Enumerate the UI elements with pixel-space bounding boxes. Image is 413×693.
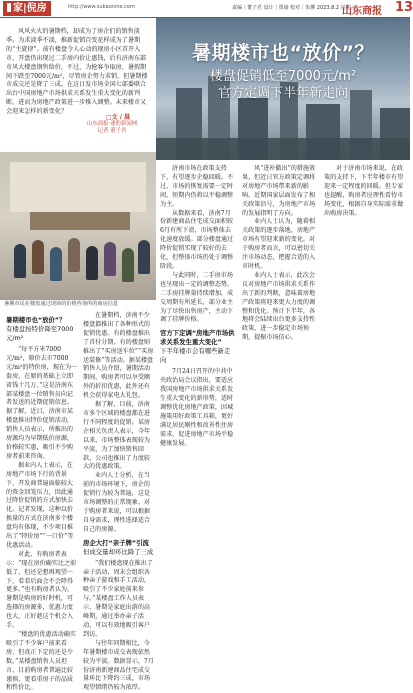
editor-credits: 责编｜董子君 设计｜贾瑜 校对｜朱柳 2023.8.2 星期三	[232, 5, 356, 11]
paragraph: “我们楼盘现在推出了亲子活动，周末会组织各种亲子游戏和手工活动，吸引了不少家庭前来参与。”某楼盘工作人员表示，暑期是家庭出游的高峰期，通过举办亲子活动，可以有效地吸引客户到访。	[83, 559, 153, 638]
paragraph: 业内人士表示，此次会议对房地产市场供求关系作出了新的判断，意味着房地产政策将迎来更大力度的调整和优化。预计下半年，各地将会陆续出台更多支持性政策，进一步稳定市场预期，提振市场信心。	[242, 271, 316, 342]
author-credit	[72, 121, 152, 135]
photo-person	[68, 238, 80, 272]
article-column-middle	[83, 312, 155, 692]
main-headline: 暑期楼市也“放价”？	[192, 42, 374, 64]
sub-headline-line-1: 楼盘促销低至7000元/m²	[209, 69, 357, 84]
subhead-line-2: 有楼盘按特价降至7000元/m²	[6, 325, 74, 342]
photo-person	[14, 244, 26, 278]
website-url[interactable]: http://www.subaonine.com	[68, 4, 135, 10]
paragraph: 7月24日召开的中共中央政治局会议指出，要适应我国房地产市场供求关系发生重大变化的新形势，适时调整优化房地产政策，因城施策用好政策工具箱，更好满足居民刚性和改善性住房需求，促进房地产市场平稳健康发展。	[160, 368, 234, 447]
section-subhead	[83, 539, 155, 557]
paragraph: 济南市场在政策支持下，有望逐步企稳回暖。不过，市场的恢复需要一定时间，短期内仍将以平稳调整为主。	[160, 165, 234, 208]
photo-person	[50, 247, 62, 281]
author-name: 记者 董子君	[97, 128, 127, 134]
paragraph: 在暑期档，济南不少楼盘都推出了各种形式的促销优惠。有的楼盘推出了首付分期，有的楼盘则推出了“买房送车位”“买房送装修”等活动。据某楼盘销售人员介绍，暑期活动期间，购房者可以享受额外的折扣优惠，此外还有机会获得家电大礼包。	[83, 312, 154, 400]
paragraph: 业内人士分析，在当前的市场环境下，房企的促销行为较为普遍，这是市场调整的正常现象。对于购房者来说，可以根据自身需求，理性选择适合自己的房源。	[83, 472, 151, 533]
paragraph: 从数据来看，济南7月份新建商品住宅成交面积较6月有所下滑，市场整体去化速度放缓。部分楼盘通过降价促销实现了较好的去化，但整体市场仍处于调整阶段。	[160, 209, 234, 270]
hero-ground	[156, 138, 410, 160]
subhead-line-2: 下半年楼市会有哪些新走向	[160, 347, 231, 365]
column-logo	[3, 1, 51, 16]
masthead	[0, 0, 413, 18]
news-photo	[0, 152, 156, 300]
photo-person	[138, 240, 150, 274]
subhead-line-2: 但成交量却环比降了三成	[83, 547, 154, 556]
section-subhead	[160, 329, 236, 365]
article-column-left	[6, 312, 78, 692]
subhead-line-1: 房企大打“亲子牌”引流	[83, 538, 149, 547]
paragraph: “每平方米7000元/m²，原价去市7000元/m²的特价房，现在为一套房，在原的基础上立即省钱十几万。”这是济南东部某楼盘一位销售员向记者发送的近期促销信息。据了解，近日，济南市某楼盘推出特价促销活动，销售人员表示，所推出的房源均为早期低价房源，价格较实惠，吸引不少购房者前来咨询。	[6, 346, 78, 460]
photo-person	[32, 240, 44, 274]
paragraph: 据了解，目前，济南市多个区域的楼盘都在进行不同程度的促销。某房企相关负责人表示，今年以来，市场整体表现较为平淡，为了加快销售回款，公司也推出了力度较大的优惠政策。	[83, 401, 151, 471]
byline: □文 / 晨	[106, 114, 131, 121]
photo-person	[86, 246, 98, 280]
column-mark-icon	[7, 3, 11, 12]
photo-person	[104, 242, 116, 276]
paragraph: 与此同时，二手房市场也呈现出一定的调整态势。二手房挂牌量持续增加，成交周期有所延长，部分业主为了尽快出售房产，主动下调了挂牌价格。	[160, 271, 234, 324]
section-subhead	[6, 316, 78, 343]
subhead-line-1: 暑期楼市也“放价”？	[6, 316, 66, 324]
photo-display-board	[10, 162, 146, 212]
subhead-line-1: 官方下定调“房地产市场供求关系发生重大变化”	[160, 329, 235, 347]
photo-counter	[30, 212, 130, 230]
author-outlet: 山东商报·速豹新闻网	[86, 121, 138, 127]
article-column-center-right	[160, 165, 236, 600]
paragraph: 风“进补撤出”的措施效果，但近日官方政策定调将对房地产市场带来新的影响。近期国家层面发布了相关政策信号，为房地产市场的发展指明了方向。	[242, 165, 316, 217]
paragraph: “楼盘的优惠活动确实吸引了不少客户前来看房，但真正下定的还是少数。”某楼盘销售人员坦言，目前购房者普遍比较谨慎，更看重房子的品质和性价比。	[6, 631, 76, 692]
paragraph: 对于济南市场来说，在政策的支持下，下半年楼市有望迎来一定程度的回暖。但专家也提醒，购房者应理性看待市场变化，根据自身实际需求做出购房决策。	[324, 165, 404, 217]
paragraph: 与往年同期相比，今年暑期楼市成交表现依然较为平淡。数据显示，7月份济南新建商品住宅成交量环比下降约三成，市场观望情绪仍较为浓厚。	[83, 639, 154, 692]
paragraph: 据业内人士表示，在房地产市场下行的背景下，开发商普遍面临较大的资金回笼压力，因此通过降价促销的方式加快去化。记者发现，这种以价换量的方式在济南多个楼盘均有体现，不少项目推出了“特价房”“一口价”等优惠活动。	[6, 461, 74, 549]
lead-paragraph: 风风火火的暑期档，却成为了房企们的销售淡季。为求淡季不淡，推新促销百变花样成为了暑期的“主旋律”。前有楼盘令人心动的现房小区首开入市，开盘仍出现过二手房内价让惠钱，后有济南东部市风大楼盘钢售给价，不过，为抢客争取房，暑假期间下跌至7000元/m²，尽管房企努力求销，但暑期楼市成交还是降了三成。在这日发市场全国七部委联合出台中国房地产市场供求关系发生重大变化的新判断，进而为房地产政策进一步推入调整。未来楼市又会迎来怎样的新变化？	[6, 28, 148, 116]
photo-person	[122, 248, 134, 282]
photo-caption: 暑期市民在楼盘通过现场的价格咨询所的商房信息	[4, 301, 119, 307]
sub-headline-line-2: 官方定调下半年新走向	[217, 86, 348, 101]
article-column-far-right	[324, 165, 406, 600]
sub-headline	[156, 68, 410, 102]
paragraph: 业内人士认为，随着相关政策的逐步落地，房地产市场有望迎来新的变化。对于购房者而言，可以密切关注市场动态，把握合适的入市时机。	[242, 218, 316, 270]
article-column-right	[242, 165, 318, 600]
page-number: 13	[395, 0, 413, 15]
paper-name: 山东商报	[342, 6, 382, 17]
hero-banner	[156, 18, 410, 160]
column-name: 家|倪房	[13, 3, 47, 14]
paragraph: 对此，有购房者表示：“现在房价确实比之前低了，但还是想再观望一下，看看后面会不会降得更多。”也有购房者认为，暑期是购房的好时机，可选择的房源多，优惠力度也大，正好趁这个机会入手。	[6, 550, 77, 630]
